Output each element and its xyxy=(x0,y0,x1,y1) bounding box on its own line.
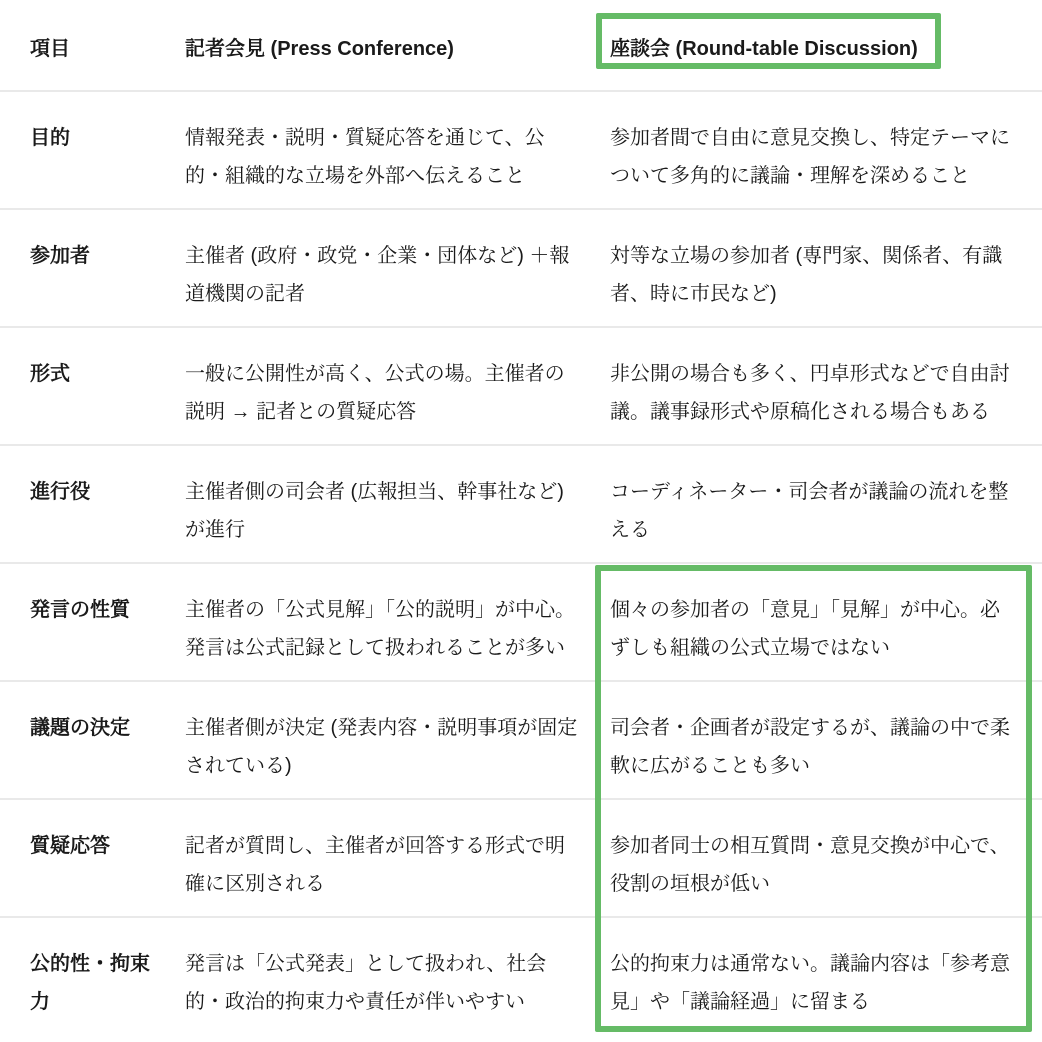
press-conference-cell: 主催者の「公式見解」「公的説明」が中心。発言は公式記録として扱われることが多い xyxy=(185,599,575,659)
row-label: 目的 xyxy=(30,127,70,149)
round-table-cell: 司会者・企画者が設定するが、議論の中で柔軟に広がることも多い xyxy=(610,717,1010,777)
row-label: 進行役 xyxy=(30,481,90,503)
round-table-cell: 参加者同士の相互質問・意見交換が中心で、役割の垣根が低い xyxy=(610,835,1010,895)
press-conference-cell: 記者が質問し、主催者が回答する形式で明確に区別される xyxy=(185,835,565,895)
press-conference-cell: 主催者 (政府・政党・企業・団体など) ＋報道機関の記者 xyxy=(185,245,570,305)
round-table-cell: 参加者間で自由に意見交換し、特定テーマについて多角的に議論・理解を深めること xyxy=(610,127,1010,187)
round-table-cell: コーディネーター・司会者が議論の流れを整える xyxy=(610,481,1009,541)
press-conference-cell: 一般に公開性が高く、公式の場。主催者の説明 → 記者との質疑応答 xyxy=(185,363,565,423)
press-conference-cell: 発言は「公式発表」として扱われ、社会的・政治的拘束力や責任が伴いやすい xyxy=(185,953,547,1013)
row-label: 公的性・拘束力 xyxy=(30,953,150,1013)
table-row xyxy=(0,798,1042,916)
row-label: 発言の性質 xyxy=(30,599,130,621)
press-conference-cell: 情報発表・説明・質疑応答を通じて、公的・組織的な立場を外部へ伝えること xyxy=(185,127,545,187)
press-conference-cell: 主催者側が決定 (発表内容・説明事項が固定されている) xyxy=(185,717,578,777)
row-label: 質疑応答 xyxy=(30,835,110,857)
table-row xyxy=(0,90,1042,208)
round-table-cell: 公的拘束力は通常ない。議論内容は「参考意見」や「議論経過」に留まる xyxy=(610,953,1010,1013)
press-conference-cell: 主催者側の司会者 (広報担当、幹事社など) が進行 xyxy=(185,481,564,541)
row-label: 参加者 xyxy=(30,245,90,267)
table-row xyxy=(0,444,1042,562)
round-table-cell: 個々の参加者の「意見」「見解」が中心。必ずしも組織の公式立場ではない xyxy=(610,599,1000,659)
table-row xyxy=(0,916,1042,1034)
column-header-item: 項目 xyxy=(30,38,70,60)
column-header-press-conference: 記者会見 (Press Conference) xyxy=(185,38,454,60)
round-table-cell: 非公開の場合も多く、円卓形式などで自由討議。議事録形式や原稿化される場合もある xyxy=(610,363,1010,423)
column-header-round-table: 座談会 (Round-table Discussion) xyxy=(610,38,918,60)
round-table-cell: 対等な立場の参加者 (専門家、関係者、有識者、時に市民など) xyxy=(610,245,1003,305)
table-row xyxy=(0,326,1042,444)
table-row xyxy=(0,680,1042,798)
table-header-row xyxy=(0,0,1042,90)
table-row xyxy=(0,208,1042,326)
row-label: 議題の決定 xyxy=(30,717,130,739)
table-row xyxy=(0,562,1042,680)
row-label: 形式 xyxy=(30,363,70,385)
